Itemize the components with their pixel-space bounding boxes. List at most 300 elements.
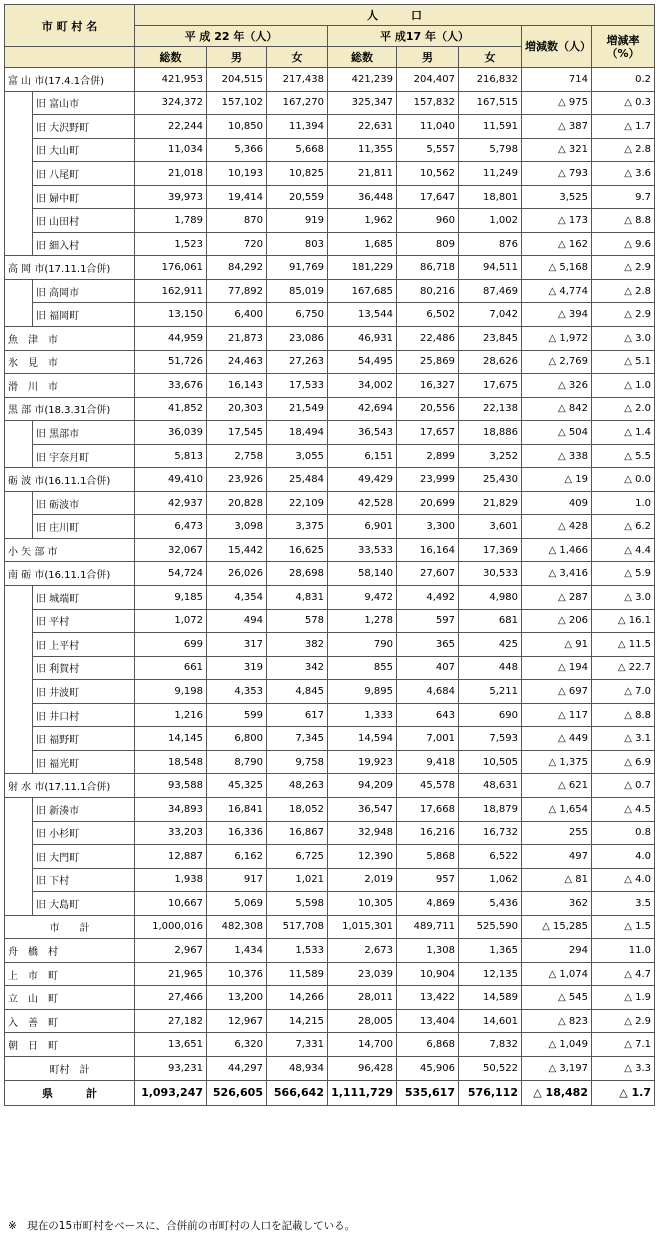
row-value: △ 2,769 (522, 350, 592, 374)
row-indent (5, 868, 33, 892)
row-value: △ 1.9 (592, 986, 655, 1010)
row-value: 5,069 (207, 892, 267, 916)
table-row (5, 656, 655, 680)
row-value: 7,331 (267, 1033, 328, 1057)
row-value: 14,589 (459, 986, 522, 1010)
row-value: 25,430 (459, 468, 522, 492)
row-value: 2,019 (328, 868, 397, 892)
row-value: 2,967 (135, 939, 207, 963)
row-name: 射 水 市(17.11.1合併) (5, 774, 135, 798)
row-value: 84,292 (207, 256, 267, 280)
row-value: 33,533 (328, 538, 397, 562)
row-value: 5,557 (397, 138, 459, 162)
row-value: 10,305 (328, 892, 397, 916)
row-value: 597 (397, 609, 459, 633)
row-value: △ 387 (522, 115, 592, 139)
row-value: △ 287 (522, 586, 592, 610)
row-value: 3,601 (459, 515, 522, 539)
row-value: 10,904 (397, 962, 459, 986)
table-row (5, 515, 655, 539)
row-name: 旧 山田村 (33, 209, 135, 233)
row-value: 5,598 (267, 892, 328, 916)
row-value: 21,549 (267, 397, 328, 421)
footnote: ※ 現在の15市町村をベースに、合併前の市町村の人口を記載している。 (8, 1220, 356, 1232)
row-value: 14,594 (328, 727, 397, 751)
header-blank (5, 47, 135, 68)
row-name: 舟 橋 村 (5, 939, 135, 963)
row-value: △ 321 (522, 138, 592, 162)
row-value: △ 11.5 (592, 633, 655, 657)
table-row (5, 256, 655, 280)
row-value: 94,511 (459, 256, 522, 280)
header-change-rate: 増減率（%） (592, 26, 655, 68)
row-value: 517,708 (267, 915, 328, 939)
header-h17-male: 男 (397, 47, 459, 68)
row-value: 14,601 (459, 1009, 522, 1033)
row-value: 48,631 (459, 774, 522, 798)
row-value: 18,052 (267, 797, 328, 821)
row-value: 80,216 (397, 279, 459, 303)
row-value: 13,651 (135, 1033, 207, 1057)
row-value: 2,673 (328, 939, 397, 963)
row-value: △ 8.8 (592, 209, 655, 233)
row-value: 94,209 (328, 774, 397, 798)
row-value: 803 (267, 232, 328, 256)
row-value: 494 (207, 609, 267, 633)
row-value: 11,355 (328, 138, 397, 162)
row-value: 23,845 (459, 327, 522, 351)
row-value: 3.5 (592, 892, 655, 916)
row-indent (5, 444, 33, 468)
table-row (5, 232, 655, 256)
row-value: 7,042 (459, 303, 522, 327)
row-value: △ 5.1 (592, 350, 655, 374)
row-value: 5,436 (459, 892, 522, 916)
header-h17-total: 総数 (328, 47, 397, 68)
row-indent (5, 797, 33, 821)
row-value: 6,522 (459, 845, 522, 869)
row-value: △ 3.1 (592, 727, 655, 751)
row-indent (5, 586, 33, 610)
row-value: 526,605 (207, 1080, 267, 1105)
row-value: △ 7.1 (592, 1033, 655, 1057)
row-value: 6,901 (328, 515, 397, 539)
row-indent (5, 821, 33, 845)
table-row (5, 609, 655, 633)
table-row (5, 845, 655, 869)
row-value: 3,525 (522, 185, 592, 209)
row-value: 255 (522, 821, 592, 845)
row-name: 町村 計 (5, 1056, 135, 1080)
row-indent (5, 892, 33, 916)
row-value: 365 (397, 633, 459, 657)
row-value: 10,376 (207, 962, 267, 986)
row-value: △ 1,972 (522, 327, 592, 351)
row-value: 17,533 (267, 374, 328, 398)
row-value: 36,547 (328, 797, 397, 821)
row-value: 1,962 (328, 209, 397, 233)
row-value: 49,410 (135, 468, 207, 492)
row-value: 6,400 (207, 303, 267, 327)
table-row (5, 538, 655, 562)
row-value: 1,789 (135, 209, 207, 233)
row-value: △ 1.0 (592, 374, 655, 398)
row-value: △ 162 (522, 232, 592, 256)
row-value: △ 16.1 (592, 609, 655, 633)
row-value: 48,263 (267, 774, 328, 798)
row-value: 34,893 (135, 797, 207, 821)
row-value: 319 (207, 656, 267, 680)
row-value: 20,559 (267, 185, 328, 209)
row-name: 氷 見 市 (5, 350, 135, 374)
row-value: △ 4.7 (592, 962, 655, 986)
row-value: 1,072 (135, 609, 207, 633)
row-indent (5, 138, 33, 162)
row-value: △ 2.8 (592, 138, 655, 162)
row-name: 旧 上平村 (33, 633, 135, 657)
row-value: 26,026 (207, 562, 267, 586)
row-value: 19,923 (328, 750, 397, 774)
row-value: 18,548 (135, 750, 207, 774)
row-indent (5, 421, 33, 445)
row-value: 599 (207, 703, 267, 727)
row-name: 富 山 市(17.4.1合併) (5, 68, 135, 92)
row-value: 12,135 (459, 962, 522, 986)
row-value: △ 1,074 (522, 962, 592, 986)
row-value: 617 (267, 703, 328, 727)
row-value: 876 (459, 232, 522, 256)
row-value: 1,434 (207, 939, 267, 963)
row-value: 870 (207, 209, 267, 233)
row-value: 4,869 (397, 892, 459, 916)
row-value: △ 4.0 (592, 868, 655, 892)
row-value: 27,263 (267, 350, 328, 374)
row-value: 39,973 (135, 185, 207, 209)
table-row (5, 892, 655, 916)
row-value: 1,002 (459, 209, 522, 233)
row-value: △ 194 (522, 656, 592, 680)
row-value: 11,034 (135, 138, 207, 162)
row-value: 11,394 (267, 115, 328, 139)
row-value: 25,869 (397, 350, 459, 374)
row-value: 41,852 (135, 397, 207, 421)
row-value: 14,145 (135, 727, 207, 751)
row-value: 16,143 (207, 374, 267, 398)
row-name: 旧 井波町 (33, 680, 135, 704)
row-value: 13,544 (328, 303, 397, 327)
row-value: 20,828 (207, 491, 267, 515)
row-value: 407 (397, 656, 459, 680)
row-value: 720 (207, 232, 267, 256)
row-value: 681 (459, 609, 522, 633)
row-indent (5, 750, 33, 774)
table-row (5, 962, 655, 986)
row-value: 93,588 (135, 774, 207, 798)
row-value: 17,657 (397, 421, 459, 445)
row-name: 上 市 町 (5, 962, 135, 986)
table-body (5, 68, 655, 1106)
row-value: 16,336 (207, 821, 267, 845)
table-row (5, 703, 655, 727)
row-value: 87,469 (459, 279, 522, 303)
row-value: △ 22.7 (592, 656, 655, 680)
header-h22-total: 総数 (135, 47, 207, 68)
table-row (5, 868, 655, 892)
row-value: 6,162 (207, 845, 267, 869)
row-value: 5,211 (459, 680, 522, 704)
row-name: 黒 部 市(18.3.31合併) (5, 397, 135, 421)
table-row (5, 397, 655, 421)
row-indent (5, 279, 33, 303)
row-value: 17,647 (397, 185, 459, 209)
row-value: 22,486 (397, 327, 459, 351)
row-indent (5, 656, 33, 680)
row-value: △ 7.0 (592, 680, 655, 704)
row-value: 204,407 (397, 68, 459, 92)
header-h17-female: 女 (459, 47, 522, 68)
row-name: 旧 八尾町 (33, 162, 135, 186)
row-value: △ 4,774 (522, 279, 592, 303)
table-row (5, 774, 655, 798)
row-value: 2,758 (207, 444, 267, 468)
row-value: 6,868 (397, 1033, 459, 1057)
row-value: 497 (522, 845, 592, 869)
row-name: 旧 婦中町 (33, 185, 135, 209)
row-value: 525,590 (459, 915, 522, 939)
header-h17: 平 成17 年（人） (328, 26, 522, 47)
row-value: 4.0 (592, 845, 655, 869)
row-value: 3,375 (267, 515, 328, 539)
row-name: 旧 大山町 (33, 138, 135, 162)
row-value: 36,448 (328, 185, 397, 209)
row-value: 50,522 (459, 1056, 522, 1080)
row-value: 42,937 (135, 491, 207, 515)
row-value: 33,203 (135, 821, 207, 845)
row-value: 49,429 (328, 468, 397, 492)
row-value: 12,390 (328, 845, 397, 869)
row-value: 714 (522, 68, 592, 92)
row-value: 176,061 (135, 256, 207, 280)
row-value: △ 19 (522, 468, 592, 492)
row-value: △ 2.0 (592, 397, 655, 421)
row-value: 21,829 (459, 491, 522, 515)
row-value: 10,562 (397, 162, 459, 186)
row-value: 1,062 (459, 868, 522, 892)
row-value: △ 1.4 (592, 421, 655, 445)
header-municipality: 市 町 村 名 (5, 5, 135, 47)
row-value: 9,198 (135, 680, 207, 704)
row-value: △ 1,375 (522, 750, 592, 774)
row-value: 362 (522, 892, 592, 916)
row-name: 旧 大島町 (33, 892, 135, 916)
row-value: 16,732 (459, 821, 522, 845)
row-value: 6,725 (267, 845, 328, 869)
row-value: 27,607 (397, 562, 459, 586)
table-row (5, 138, 655, 162)
table-row (5, 68, 655, 92)
row-value: 18,886 (459, 421, 522, 445)
row-name: 滑 川 市 (5, 374, 135, 398)
row-value: 33,676 (135, 374, 207, 398)
row-value: △ 428 (522, 515, 592, 539)
row-value: 96,428 (328, 1056, 397, 1080)
row-value: 1,111,729 (328, 1080, 397, 1105)
row-value: △ 842 (522, 397, 592, 421)
row-value: 482,308 (207, 915, 267, 939)
table-row (5, 586, 655, 610)
population-table-container (4, 4, 655, 1106)
row-value: △ 823 (522, 1009, 592, 1033)
row-value: 22,244 (135, 115, 207, 139)
table-row (5, 303, 655, 327)
row-value: 15,442 (207, 538, 267, 562)
table-row (5, 915, 655, 939)
row-value: 5,798 (459, 138, 522, 162)
row-value: 12,967 (207, 1009, 267, 1033)
row-value: △ 3.0 (592, 586, 655, 610)
table-row (5, 374, 655, 398)
row-value: 204,515 (207, 68, 267, 92)
table-row (5, 727, 655, 751)
row-value: 217,438 (267, 68, 328, 92)
row-indent (5, 303, 33, 327)
row-value: 17,545 (207, 421, 267, 445)
table-row (5, 1080, 655, 1105)
row-value: 25,484 (267, 468, 328, 492)
row-value: 4,354 (207, 586, 267, 610)
row-value: 5,668 (267, 138, 328, 162)
row-value: △ 5.5 (592, 444, 655, 468)
row-name: 旧 福光町 (33, 750, 135, 774)
row-value: 1,333 (328, 703, 397, 727)
row-value: 167,685 (328, 279, 397, 303)
row-value: 13,422 (397, 986, 459, 1010)
table-row (5, 209, 655, 233)
row-value: 425 (459, 633, 522, 657)
row-value: 17,675 (459, 374, 522, 398)
row-value: 28,011 (328, 986, 397, 1010)
row-value: 855 (328, 656, 397, 680)
row-value: 45,325 (207, 774, 267, 798)
row-value: 4,980 (459, 586, 522, 610)
row-value: 16,625 (267, 538, 328, 562)
row-value: 48,934 (267, 1056, 328, 1080)
table-row (5, 562, 655, 586)
row-value: 409 (522, 491, 592, 515)
row-value: 4,831 (267, 586, 328, 610)
row-value: △ 2.9 (592, 256, 655, 280)
row-value: △ 326 (522, 374, 592, 398)
row-value: 1.0 (592, 491, 655, 515)
row-value: 11,591 (459, 115, 522, 139)
row-value: 4,684 (397, 680, 459, 704)
row-value: △ 1.5 (592, 915, 655, 939)
header-h22: 平 成 22 年（人） (135, 26, 328, 47)
header-change-count: 増減数（人） (522, 26, 592, 68)
row-indent (5, 680, 33, 704)
table-row (5, 797, 655, 821)
row-value: 917 (207, 868, 267, 892)
row-value: 17,668 (397, 797, 459, 821)
row-value: 19,414 (207, 185, 267, 209)
row-value: 960 (397, 209, 459, 233)
row-value: 790 (328, 633, 397, 657)
row-name: 高 岡 市(17.11.1合併) (5, 256, 135, 280)
table-row (5, 633, 655, 657)
row-value: △ 5,168 (522, 256, 592, 280)
row-value: 16,164 (397, 538, 459, 562)
row-value: 643 (397, 703, 459, 727)
row-value: 10,825 (267, 162, 328, 186)
row-value: 489,711 (397, 915, 459, 939)
row-value: 23,086 (267, 327, 328, 351)
row-indent (5, 491, 33, 515)
row-name: 旧 平村 (33, 609, 135, 633)
table-row (5, 162, 655, 186)
row-value: 0.8 (592, 821, 655, 845)
row-name: 旧 細入村 (33, 232, 135, 256)
row-value: 167,270 (267, 91, 328, 115)
row-indent (5, 633, 33, 657)
row-name: 旧 福野町 (33, 727, 135, 751)
row-value: 54,495 (328, 350, 397, 374)
row-value: △ 3,197 (522, 1056, 592, 1080)
row-value: 10,850 (207, 115, 267, 139)
row-value: △ 449 (522, 727, 592, 751)
row-value: 7,593 (459, 727, 522, 751)
population-table (4, 4, 655, 1106)
row-value: 1,093,247 (135, 1080, 207, 1105)
row-value: 5,868 (397, 845, 459, 869)
row-value: 1,216 (135, 703, 207, 727)
row-value: 699 (135, 633, 207, 657)
row-value: 1,365 (459, 939, 522, 963)
row-value: 9.7 (592, 185, 655, 209)
row-value: 690 (459, 703, 522, 727)
row-value: 16,841 (207, 797, 267, 821)
row-value: 10,667 (135, 892, 207, 916)
row-value: 12,887 (135, 845, 207, 869)
row-value: 957 (397, 868, 459, 892)
row-value: △ 9.6 (592, 232, 655, 256)
row-indent (5, 727, 33, 751)
row-value: 45,906 (397, 1056, 459, 1080)
row-value: △ 545 (522, 986, 592, 1010)
row-indent (5, 845, 33, 869)
table-row (5, 444, 655, 468)
row-name: 旧 富山市 (33, 91, 135, 115)
row-value: 9,472 (328, 586, 397, 610)
row-value: 157,832 (397, 91, 459, 115)
row-value: △ 117 (522, 703, 592, 727)
row-value: 21,018 (135, 162, 207, 186)
table-row (5, 91, 655, 115)
row-value: △ 18,482 (522, 1080, 592, 1105)
row-value: 535,617 (397, 1080, 459, 1105)
row-value: 10,193 (207, 162, 267, 186)
row-name: 旧 新湊市 (33, 797, 135, 821)
table-row (5, 185, 655, 209)
row-value: 0.2 (592, 68, 655, 92)
row-value: △ 15,285 (522, 915, 592, 939)
row-name: 旧 城端町 (33, 586, 135, 610)
table-row (5, 421, 655, 445)
row-value: △ 2.9 (592, 303, 655, 327)
row-value: △ 4.4 (592, 538, 655, 562)
row-value: 4,492 (397, 586, 459, 610)
row-value: 14,215 (267, 1009, 328, 1033)
row-value: 294 (522, 939, 592, 963)
